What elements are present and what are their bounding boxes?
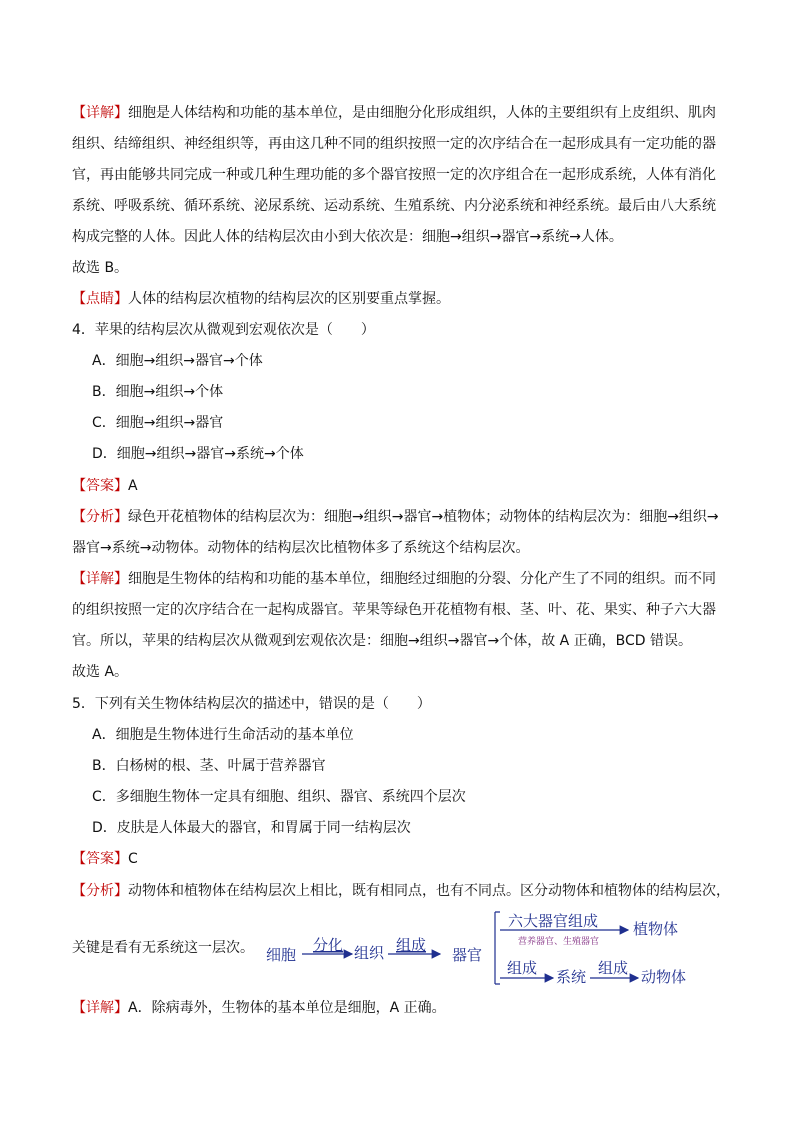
q5-option-c: C．多细胞生物体一定具有细胞、组织、器官、系统四个层次 [92, 789, 466, 805]
q4-option-c: C．细胞→组织→器官 [92, 415, 224, 431]
q4-detail-1: 【详解】细胞是生物体的结构和功能的基本单位，细胞经过细胞的分裂、分化产生了不同的组织。而不同 [72, 571, 716, 587]
q5-analysis-1: 【分析】动物体和植物体在结构层次上相比，既有相同点，也有不同点。区分动物体和植物体的结构层次， [72, 883, 730, 899]
diagram-bracket [495, 912, 500, 984]
diagram-sub-organs: 营养器官、生殖器官 [518, 937, 600, 947]
diagram-tissue: 组织 [354, 944, 385, 962]
p1-line-2: 组织、结缔组织、神经组织等，再由这几种不同的组织按照一定的次序结合在一起形成具有一定功能的器 [72, 136, 716, 152]
q4-stem: 4．苹果的结构层次从微观到宏观依次是（ ） [72, 322, 375, 338]
q4-option-a: A．细胞→组织→器官→个体 [92, 353, 263, 369]
diagram-cell: 细胞 [266, 946, 297, 964]
diagram-form-1: 组成 [396, 936, 427, 954]
q5-detail-1: 【详解】A．除病毒外，生物体的基本单位是细胞，A 正确。 [72, 1000, 446, 1016]
structure-diagram [0, 900, 794, 1000]
q5-analysis-2: 关键是看有无系统这一层次。 [72, 940, 254, 956]
q4-detail-4: 故选 A。 [72, 664, 129, 680]
p1-line-4: 系统、呼吸系统、循环系统、泌尿系统、运动系统、生殖系统、内分泌系统和神经系统。最后由八大系统 [72, 198, 716, 214]
q4-answer: 【答案】A [72, 478, 138, 494]
q5-option-b: B．白杨树的根、茎、叶属于营养器官 [92, 758, 326, 774]
p1-line-6: 故选 B。 [72, 260, 129, 276]
q5-option-d: D．皮肤是人体最大的器官，和胃属于同一结构层次 [92, 820, 411, 836]
q4-detail-2: 的组织按照一定的次序结合在一起构成器官。苹果等绿色开花植物有根、茎、叶、花、果实、种子六大器 [72, 602, 716, 618]
p2-line: 【点睛】人体的结构层次植物的结构层次的区别要重点掌握。 [72, 291, 450, 307]
p1-line-3: 官，再由能够共同完成一种或几种生理功能的多个器官按照一定的次序组合在一起形成系统，人体有消化 [72, 167, 716, 183]
q4-analysis-1: 【分析】绿色开花植物体的结构层次为：细胞→组织→器官→植物体；动物体的结构层次为：细胞→组织→ [72, 509, 719, 525]
diagram-system: 系统 [556, 968, 587, 986]
diagram-organ: 器官 [452, 946, 483, 964]
q4-option-d: D．细胞→组织→器官→系统→个体 [92, 446, 304, 462]
diagram-six-organs: 六大器官组成 [508, 912, 599, 930]
q4-analysis-2: 器官→系统→动物体。动物体的结构层次比植物体多了系统这个结构层次。 [72, 540, 530, 556]
q4-option-b: B．细胞→组织→个体 [92, 384, 224, 400]
diagram-form-3: 组成 [598, 959, 629, 977]
q5-answer: 【答案】C [72, 851, 138, 867]
q5-option-a: A．细胞是生物体进行生命活动的基本单位 [92, 727, 354, 743]
p1-line-5: 构成完整的人体。因此人体的结构层次由小到大依次是：细胞→组织→器官→系统→人体。 [72, 229, 623, 245]
q4-detail-3: 官。所以，苹果的结构层次从微观到宏观依次是：细胞→组织→器官→个体，故 A 正确，BCD 错误。 [72, 633, 693, 649]
diagram-plant: 植物体 [633, 920, 679, 938]
structure-diagram-svg [0, 900, 794, 1000]
diagram-diff: 分化 [313, 936, 344, 954]
diagram-animal: 动物体 [641, 968, 687, 986]
diagram-form-2: 组成 [507, 959, 538, 977]
q5-stem: 5．下列有关生物体结构层次的描述中，错误的是（ ） [72, 696, 431, 712]
p1-line-1: 【详解】细胞是人体结构和功能的基本单位，是由细胞分化形成组织，人体的主要组织有上皮组织、肌肉 [72, 105, 716, 121]
